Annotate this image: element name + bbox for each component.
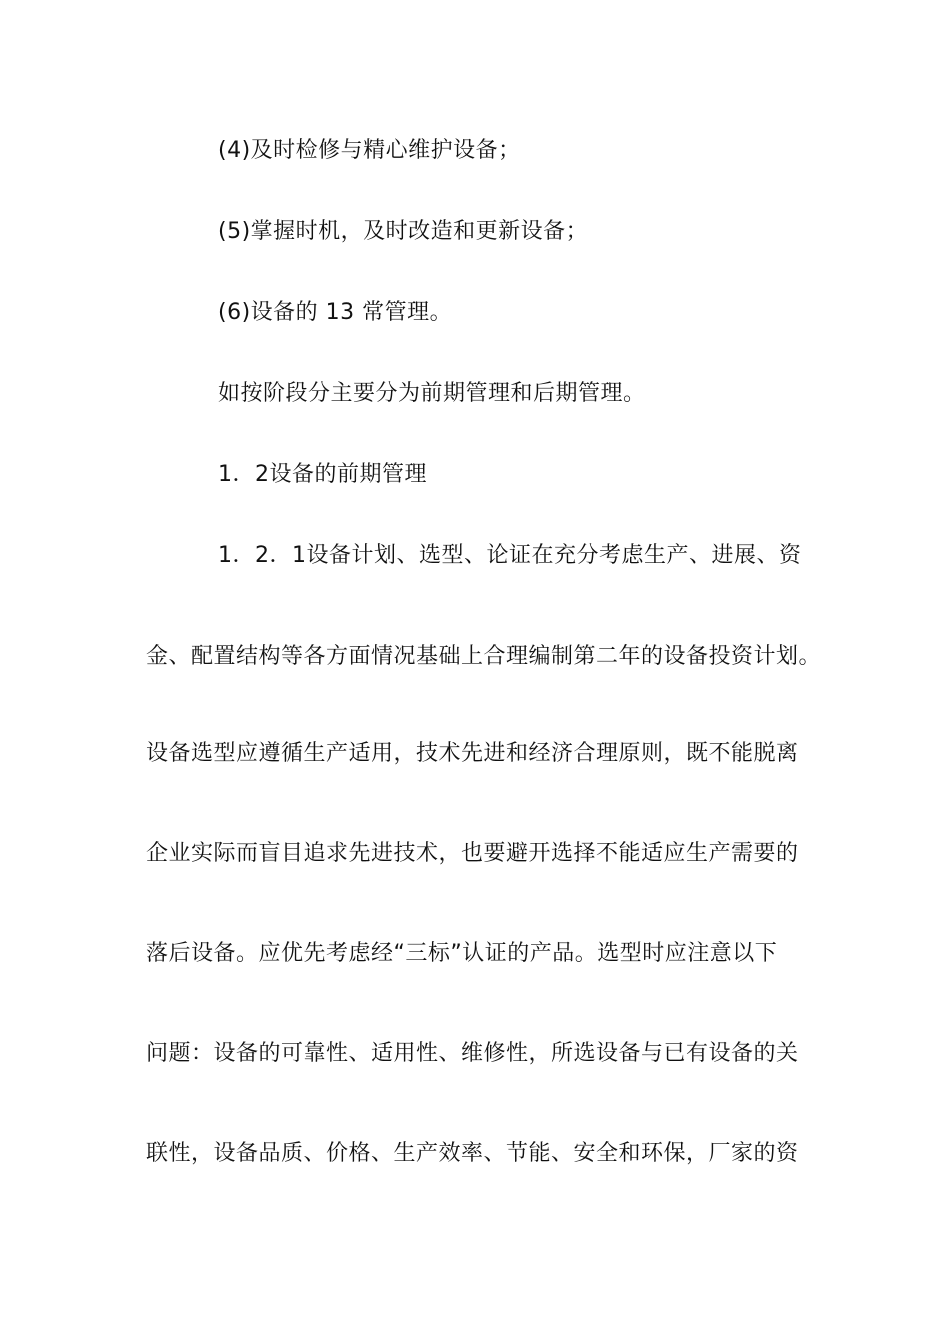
paragraph-line: 企业实际而盲目追求先进技术，也要避开选择不能适应生产需要的 [146, 841, 799, 866]
paragraph-line: 1．2．1设备计划、选型、论证在充分考虑生产、进展、资 [218, 543, 802, 568]
paragraph-line: 金、配置结构等各方面情况基础上合理编制第二年的设备投资计划。 [146, 644, 822, 669]
paragraph-line: 联性，设备品质、价格、生产效率、节能、安全和环保，厂家的资 [146, 1141, 799, 1166]
list-item-4: (4)及时检修与精心维护设备； [218, 138, 521, 163]
list-item-6: (6)设备的 13 常管理。 [218, 300, 453, 325]
section-heading: 1．2设备的前期管理 [218, 462, 427, 487]
paragraph-stage-intro: 如按阶段分主要分为前期管理和后期管理。 [218, 381, 646, 406]
list-item-5: (5)掌握时机，及时改造和更新设备； [218, 219, 589, 244]
paragraph-line: 落后设备。应优先考虑经“三标”认证的产品。选型时应注意以下 [146, 941, 778, 966]
paragraph-line: 设备选型应遵循生产适用，技术先进和经济合理原则，既不能脱离 [146, 741, 799, 766]
paragraph-line: 问题：设备的可靠性、适用性、维修性，所选设备与已有设备的关 [146, 1041, 799, 1066]
